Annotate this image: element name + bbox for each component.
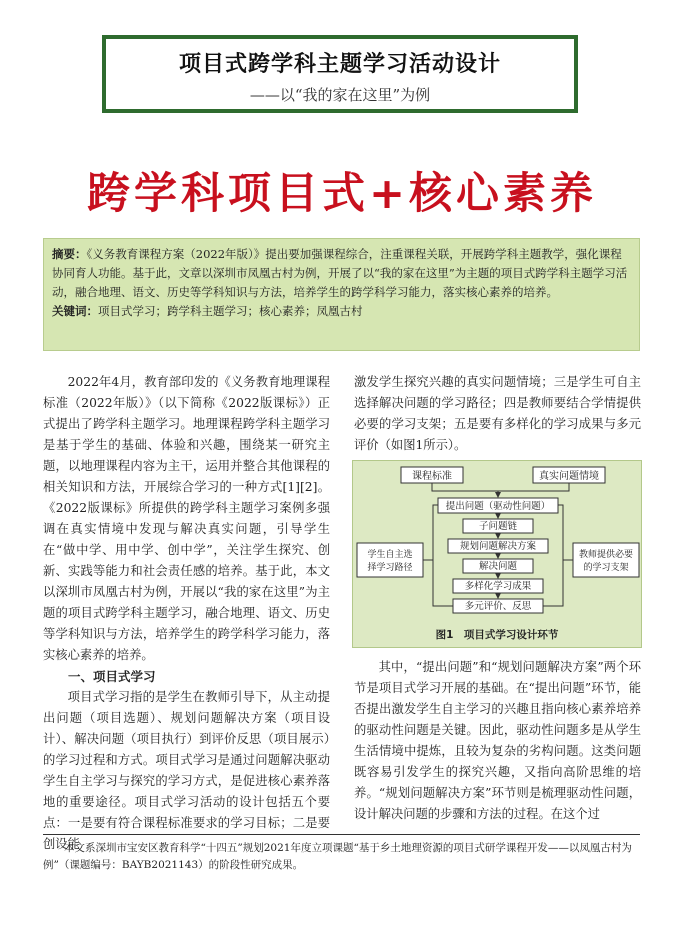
figure-caption: 图1 项目式学习设计环节	[435, 629, 559, 641]
connector	[423, 505, 453, 606]
section-heading: 一、项目式学习	[68, 669, 156, 684]
keywords-text: 项目式学习；跨学科主题学习；核心素养；凤凰古村	[98, 304, 363, 318]
paragraph: 其中，“提出问题”和“规划问题解决方案”两个环节是项目式学习开展的基础。在“提出问题”环节，能否提出激发学生自主学习的兴趣且指向核心素养培养的驱动性问题是关键。因此，驱动性问题多是从学生生活情境中提炼，且较为复杂的劣构问题。这类问题既容易引发学生的探究兴趣，又指向高阶思维的培养。“规划问题解决方案”环节则是梳理驱动性问题，设计解决问题的步骤和方法的过程。在这个过	[354, 660, 641, 821]
svg-text:规划问题解决方案: 规划问题解决方案	[459, 541, 537, 552]
svg-text:子问题链: 子问题链	[478, 521, 518, 532]
article-subtitle: ——以“我的家在这里”为例	[249, 86, 431, 104]
right-column-bottom	[354, 657, 641, 825]
left-column	[43, 372, 330, 855]
abstract-box	[43, 238, 640, 351]
svg-text:多样化学习成果: 多样化学习成果	[464, 581, 532, 592]
step-3	[448, 539, 548, 553]
keywords-label: 关键词：	[52, 304, 98, 318]
box-context-text: 真实问题情境	[539, 471, 599, 482]
step-4	[463, 559, 533, 573]
paragraph: 2022年4月，教育部印发的《义务教育地理课程标准（2022年版）》（以下简称《2022版课标》）正式提出了跨学科主题学习。地理课程跨学科主题学习是基于学生的基础、体验和兴趣，围绕某一研究主题，以地理课程内容为主干，运用并整合其他课程的相关知识和方法，开展综合学习的一种方式[1][2]。《2022版课标》所提供的跨学科主题学习案例多强调在真实情境中发现与解决真实问题，引导学生在“做中学、用中学、创中学”，关注学生探究、创新、实践等能力和社会责任感的培养。基于此，本文以深圳市凤凰古村为例，开展以“我的家在这里”为主题的项目式跨学科主题学习，融合地理、语文、历史等学科知识与方法，培养学生的跨学科学习能力，落实核心素养的培养。	[43, 375, 330, 662]
footnote: 本文系深圳市宝安区教育科学“十四五”规划2021年度立项课题“基于乡土地理资源的项目式研学课程开发——以凤凰古村为例”（课题编号：BAYB2021143）的阶段性研究成果。	[43, 842, 632, 871]
connector	[432, 483, 569, 491]
step-6	[453, 599, 543, 613]
box-standard-text: 课程标准	[412, 471, 452, 482]
footnote-rule	[43, 834, 640, 835]
svg-text:择学习路径: 择学习路径	[367, 563, 413, 573]
article-title: 项目式跨学科主题学习活动设计	[178, 52, 501, 77]
svg-text:解决问题: 解决问题	[478, 561, 518, 572]
side-box-teacher	[573, 543, 639, 577]
paragraph: 项目式学习指的是学生在教师引导下，从主动提出问题（项目选题）、规划问题解决方案（项目设计）、解决问题（项目执行）到评价反思（项目展示）的学习过程和方式。项目式学习是通过问题解决驱动学生自主学习与探究的学习方式，是促进核心素养落地的重要途径。项目式学习活动的设计包括五个要点：一是要有符合课程标准要求的学习目标；二是要创设能	[43, 690, 330, 851]
right-column-top	[354, 372, 641, 456]
banner-heading: 跨学科项目式+核心素养	[86, 169, 598, 219]
svg-text:教师提供必要: 教师提供必要	[578, 550, 634, 560]
figure-1	[352, 460, 642, 648]
title-box	[102, 35, 578, 113]
step-2	[463, 519, 533, 533]
step-5	[453, 579, 543, 593]
svg-text:学生自主选: 学生自主选	[367, 550, 413, 560]
svg-text:提出问题（驱动性问题）: 提出问题（驱动性问题）	[445, 501, 551, 512]
svg-text:的学习支架: 的学习支架	[583, 563, 629, 573]
paragraph: 激发学生探究兴趣的真实问题情境；三是学生可自主选择解决问题的学习路径；四是教师要结合学情提供必要的学习支架；五是要有多样化的学习成果与多元评价（如图1所示）。	[354, 375, 641, 452]
abstract-text: 《义务教育课程方案（2022年版）》提出要加强课程综合，注重课程关联，开展跨学科主题教学，强化课程协同育人功能。基于此，文章以深圳市凤凰古村为例，开展了以“我的家在这里”为主题的项目式跨学科主题学习活动，融合地理、语文、历史等学科知识与方法，培养学生的跨学科学习能力，落实核心素养的培养。	[52, 247, 628, 299]
step-1	[438, 498, 558, 513]
side-box-student	[357, 543, 423, 577]
svg-text:多元评价、反思: 多元评价、反思	[464, 601, 532, 612]
abstract-label: 摘要：	[52, 247, 87, 261]
flow-diagram	[353, 461, 643, 649]
connector	[543, 505, 573, 606]
